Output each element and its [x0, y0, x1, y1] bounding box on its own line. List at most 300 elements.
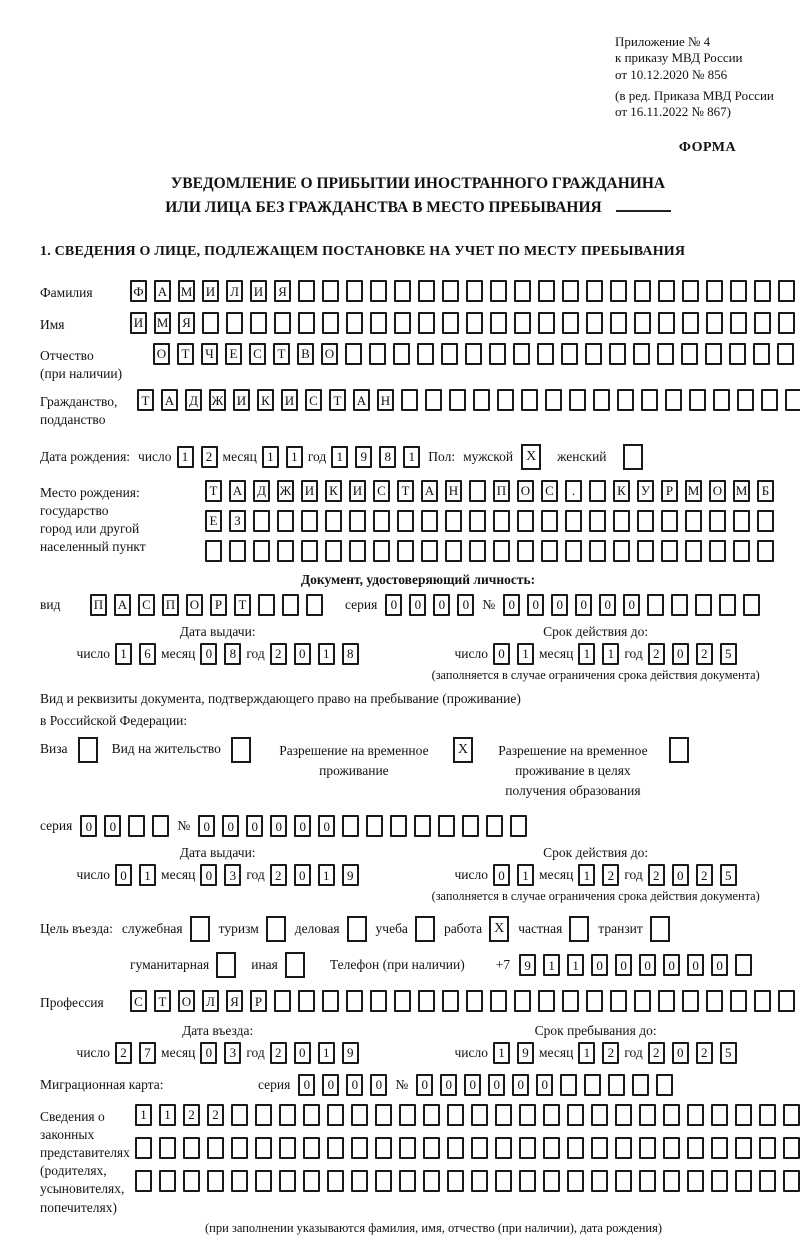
char-cell[interactable]: 1 — [543, 954, 560, 976]
char-cell[interactable] — [754, 280, 771, 302]
char-cell[interactable] — [709, 510, 726, 532]
char-cell[interactable]: К — [325, 480, 342, 502]
char-cell[interactable] — [349, 510, 366, 532]
char-cell[interactable]: 0 — [493, 643, 510, 665]
char-cell[interactable] — [615, 1137, 632, 1159]
char-cell[interactable] — [735, 1104, 752, 1126]
char-cell[interactable] — [689, 389, 706, 411]
char-cell[interactable] — [349, 540, 366, 562]
char-cell[interactable]: 2 — [207, 1104, 224, 1126]
char-cell[interactable] — [783, 1170, 800, 1192]
char-cell[interactable]: 2 — [696, 1042, 713, 1064]
char-cell[interactable] — [322, 280, 339, 302]
char-cell[interactable] — [541, 510, 558, 532]
char-cell[interactable]: 0 — [457, 594, 474, 616]
entry-day-cells[interactable] — [115, 1042, 156, 1064]
char-cell[interactable]: 9 — [519, 954, 536, 976]
char-cell[interactable]: Р — [250, 990, 267, 1012]
char-cell[interactable]: Н — [445, 480, 462, 502]
char-cell[interactable] — [351, 1170, 368, 1192]
char-cell[interactable]: П — [493, 480, 510, 502]
char-cell[interactable] — [325, 510, 342, 532]
birthplace-cells-row3[interactable] — [205, 540, 774, 562]
char-cell[interactable] — [584, 1074, 601, 1096]
char-cell[interactable] — [685, 540, 702, 562]
char-cell[interactable]: А — [114, 594, 131, 616]
char-cell[interactable] — [537, 343, 554, 365]
char-cell[interactable]: Б — [757, 480, 774, 502]
identity-doc-seriya-cells[interactable] — [385, 594, 474, 616]
char-cell[interactable] — [514, 280, 531, 302]
char-cell[interactable]: 0 — [200, 864, 217, 886]
char-cell[interactable]: 0 — [464, 1074, 481, 1096]
char-cell[interactable] — [639, 1104, 656, 1126]
identity-valid-month-cells[interactable] — [578, 643, 619, 665]
patronymic-cells[interactable] — [153, 343, 794, 365]
char-cell[interactable]: 1 — [331, 446, 348, 468]
char-cell[interactable] — [393, 343, 410, 365]
char-cell[interactable] — [490, 990, 507, 1012]
char-cell[interactable]: 8 — [379, 446, 396, 468]
char-cell[interactable]: 0 — [222, 815, 239, 837]
char-cell[interactable]: 1 — [139, 864, 156, 886]
identity-issue-day-cells[interactable] — [115, 643, 156, 665]
char-cell[interactable] — [342, 815, 359, 837]
identity-doc-number-cells[interactable] — [503, 594, 760, 616]
char-cell[interactable]: . — [565, 480, 582, 502]
char-cell[interactable] — [682, 990, 699, 1012]
birthplace-cells-row2[interactable] — [205, 510, 774, 532]
migration-card-number-cells[interactable] — [416, 1074, 673, 1096]
char-cell[interactable] — [370, 280, 387, 302]
char-cell[interactable] — [663, 1104, 680, 1126]
char-cell[interactable] — [591, 1170, 608, 1192]
char-cell[interactable] — [543, 1104, 560, 1126]
char-cell[interactable] — [466, 990, 483, 1012]
profession-cells[interactable] — [130, 990, 795, 1012]
char-cell[interactable] — [538, 280, 555, 302]
stay-year-cells[interactable] — [648, 1042, 737, 1064]
char-cell[interactable] — [634, 990, 651, 1012]
char-cell[interactable]: С — [541, 480, 558, 502]
char-cell[interactable] — [373, 540, 390, 562]
char-cell[interactable] — [687, 1170, 704, 1192]
char-cell[interactable] — [473, 389, 490, 411]
char-cell[interactable] — [346, 312, 363, 334]
char-cell[interactable]: Я — [274, 280, 291, 302]
char-cell[interactable]: 1 — [578, 1042, 595, 1064]
char-cell[interactable]: 0 — [385, 594, 402, 616]
char-cell[interactable] — [466, 312, 483, 334]
char-cell[interactable]: 5 — [720, 864, 737, 886]
identity-issue-year-cells[interactable] — [270, 643, 359, 665]
char-cell[interactable] — [253, 510, 270, 532]
char-cell[interactable] — [497, 389, 514, 411]
birthplace-cells-row1[interactable] — [205, 480, 774, 502]
char-cell[interactable] — [441, 343, 458, 365]
char-cell[interactable] — [729, 343, 746, 365]
char-cell[interactable]: 0 — [294, 864, 311, 886]
char-cell[interactable]: 0 — [104, 815, 121, 837]
char-cell[interactable]: 0 — [115, 864, 132, 886]
residence-valid-year-cells[interactable] — [648, 864, 737, 886]
char-cell[interactable] — [465, 343, 482, 365]
char-cell[interactable]: А — [421, 480, 438, 502]
char-cell[interactable]: Ж — [277, 480, 294, 502]
char-cell[interactable] — [445, 540, 462, 562]
char-cell[interactable] — [634, 312, 651, 334]
char-cell[interactable]: 0 — [493, 864, 510, 886]
char-cell[interactable] — [754, 990, 771, 1012]
char-cell[interactable] — [306, 594, 323, 616]
char-cell[interactable] — [346, 990, 363, 1012]
char-cell[interactable] — [346, 280, 363, 302]
char-cell[interactable]: 0 — [440, 1074, 457, 1096]
char-cell[interactable] — [658, 312, 675, 334]
char-cell[interactable]: 0 — [687, 954, 704, 976]
char-cell[interactable]: 0 — [416, 1074, 433, 1096]
char-cell[interactable] — [777, 343, 794, 365]
char-cell[interactable]: Т — [234, 594, 251, 616]
char-cell[interactable] — [495, 1137, 512, 1159]
char-cell[interactable]: Я — [178, 312, 195, 334]
char-cell[interactable] — [301, 510, 318, 532]
char-cell[interactable] — [514, 312, 531, 334]
char-cell[interactable]: 5 — [720, 643, 737, 665]
char-cell[interactable]: Д — [185, 389, 202, 411]
char-cell[interactable] — [733, 540, 750, 562]
char-cell[interactable] — [253, 540, 270, 562]
char-cell[interactable]: 0 — [672, 1042, 689, 1064]
char-cell[interactable]: 0 — [639, 954, 656, 976]
char-cell[interactable] — [423, 1137, 440, 1159]
char-cell[interactable] — [613, 540, 630, 562]
char-cell[interactable] — [370, 312, 387, 334]
char-cell[interactable] — [442, 312, 459, 334]
char-cell[interactable] — [661, 510, 678, 532]
char-cell[interactable]: 0 — [672, 864, 689, 886]
char-cell[interactable]: 2 — [602, 1042, 619, 1064]
char-cell[interactable]: 1 — [286, 446, 303, 468]
char-cell[interactable] — [560, 1074, 577, 1096]
char-cell[interactable] — [513, 343, 530, 365]
char-cell[interactable]: 2 — [270, 1042, 287, 1064]
char-cell[interactable]: 8 — [342, 643, 359, 665]
char-cell[interactable]: 0 — [294, 643, 311, 665]
char-cell[interactable]: 0 — [433, 594, 450, 616]
char-cell[interactable]: Л — [202, 990, 219, 1012]
char-cell[interactable]: 5 — [720, 1042, 737, 1064]
char-cell[interactable]: Д — [253, 480, 270, 502]
char-cell[interactable]: О — [178, 990, 195, 1012]
char-cell[interactable] — [425, 389, 442, 411]
char-cell[interactable] — [183, 1170, 200, 1192]
char-cell[interactable]: 2 — [602, 864, 619, 886]
char-cell[interactable] — [778, 280, 795, 302]
char-cell[interactable] — [418, 312, 435, 334]
char-cell[interactable]: И — [202, 280, 219, 302]
residence-doc-seriya-cells[interactable] — [80, 815, 169, 837]
char-cell[interactable] — [757, 510, 774, 532]
char-cell[interactable] — [681, 343, 698, 365]
char-cell[interactable] — [207, 1170, 224, 1192]
char-cell[interactable] — [490, 312, 507, 334]
char-cell[interactable] — [351, 1104, 368, 1126]
char-cell[interactable]: 0 — [294, 815, 311, 837]
char-cell[interactable]: 0 — [200, 1042, 217, 1064]
char-cell[interactable] — [447, 1170, 464, 1192]
char-cell[interactable] — [637, 540, 654, 562]
char-cell[interactable]: 2 — [696, 864, 713, 886]
char-cell[interactable] — [394, 280, 411, 302]
char-cell[interactable] — [613, 510, 630, 532]
sex-male-checkbox[interactable]: X — [521, 444, 541, 470]
residence-valid-day-cells[interactable] — [493, 864, 534, 886]
char-cell[interactable]: 3 — [224, 864, 241, 886]
char-cell[interactable] — [589, 480, 606, 502]
char-cell[interactable]: И — [130, 312, 147, 334]
char-cell[interactable] — [663, 1170, 680, 1192]
purpose-tourism-checkbox[interactable] — [266, 916, 286, 942]
char-cell[interactable]: 2 — [696, 643, 713, 665]
char-cell[interactable] — [250, 312, 267, 334]
char-cell[interactable] — [202, 312, 219, 334]
char-cell[interactable] — [733, 510, 750, 532]
char-cell[interactable]: 1 — [318, 864, 335, 886]
char-cell[interactable] — [695, 594, 712, 616]
stay-day-cells[interactable] — [493, 1042, 534, 1064]
char-cell[interactable]: 0 — [246, 815, 263, 837]
char-cell[interactable] — [711, 1170, 728, 1192]
birthdate-month-cells[interactable] — [262, 446, 303, 468]
purpose-study-checkbox[interactable] — [415, 916, 435, 942]
char-cell[interactable] — [682, 280, 699, 302]
char-cell[interactable] — [303, 1137, 320, 1159]
char-cell[interactable] — [538, 990, 555, 1012]
char-cell[interactable] — [637, 510, 654, 532]
char-cell[interactable] — [735, 954, 752, 976]
char-cell[interactable] — [325, 540, 342, 562]
identity-doc-kind-cells[interactable] — [90, 594, 323, 616]
char-cell[interactable] — [759, 1170, 776, 1192]
char-cell[interactable] — [565, 510, 582, 532]
char-cell[interactable] — [617, 389, 634, 411]
residence-valid-month-cells[interactable] — [578, 864, 619, 886]
char-cell[interactable] — [255, 1104, 272, 1126]
char-cell[interactable] — [205, 540, 222, 562]
char-cell[interactable]: 1 — [493, 1042, 510, 1064]
char-cell[interactable] — [390, 815, 407, 837]
char-cell[interactable]: 0 — [270, 815, 287, 837]
char-cell[interactable]: М — [685, 480, 702, 502]
char-cell[interactable] — [586, 280, 603, 302]
char-cell[interactable]: 1 — [318, 643, 335, 665]
char-cell[interactable] — [397, 540, 414, 562]
char-cell[interactable] — [569, 389, 586, 411]
char-cell[interactable]: 1 — [578, 864, 595, 886]
char-cell[interactable] — [231, 1104, 248, 1126]
char-cell[interactable] — [778, 990, 795, 1012]
char-cell[interactable]: К — [613, 480, 630, 502]
identity-valid-day-cells[interactable] — [493, 643, 534, 665]
char-cell[interactable] — [609, 343, 626, 365]
char-cell[interactable] — [730, 280, 747, 302]
char-cell[interactable] — [135, 1170, 152, 1192]
char-cell[interactable] — [152, 815, 169, 837]
char-cell[interactable] — [735, 1170, 752, 1192]
char-cell[interactable]: М — [154, 312, 171, 334]
char-cell[interactable] — [567, 1170, 584, 1192]
char-cell[interactable] — [687, 1104, 704, 1126]
char-cell[interactable]: Я — [226, 990, 243, 1012]
char-cell[interactable]: 0 — [575, 594, 592, 616]
char-cell[interactable]: 7 — [139, 1042, 156, 1064]
char-cell[interactable] — [706, 280, 723, 302]
char-cell[interactable] — [615, 1170, 632, 1192]
char-cell[interactable] — [610, 990, 627, 1012]
char-cell[interactable]: Т — [205, 480, 222, 502]
representatives-cells-row1[interactable] — [135, 1104, 800, 1126]
char-cell[interactable]: 6 — [139, 643, 156, 665]
char-cell[interactable] — [562, 312, 579, 334]
char-cell[interactable] — [783, 1104, 800, 1126]
char-cell[interactable]: С — [249, 343, 266, 365]
char-cell[interactable]: 0 — [322, 1074, 339, 1096]
char-cell[interactable] — [538, 312, 555, 334]
char-cell[interactable] — [375, 1170, 392, 1192]
char-cell[interactable] — [471, 1170, 488, 1192]
char-cell[interactable]: Т — [397, 480, 414, 502]
surname-cells[interactable] — [130, 280, 795, 302]
char-cell[interactable] — [754, 312, 771, 334]
residence-issue-month-cells[interactable] — [200, 864, 241, 886]
char-cell[interactable]: 0 — [551, 594, 568, 616]
char-cell[interactable]: А — [154, 280, 171, 302]
temp-residence-education-checkbox[interactable] — [669, 737, 689, 763]
char-cell[interactable]: 0 — [512, 1074, 529, 1096]
char-cell[interactable] — [462, 815, 479, 837]
char-cell[interactable] — [719, 594, 736, 616]
char-cell[interactable] — [495, 1170, 512, 1192]
char-cell[interactable]: 2 — [648, 864, 665, 886]
char-cell[interactable]: 0 — [536, 1074, 553, 1096]
char-cell[interactable] — [685, 510, 702, 532]
char-cell[interactable] — [682, 312, 699, 334]
char-cell[interactable] — [521, 389, 538, 411]
char-cell[interactable]: С — [130, 990, 147, 1012]
char-cell[interactable] — [418, 280, 435, 302]
char-cell[interactable] — [665, 389, 682, 411]
char-cell[interactable] — [519, 1104, 536, 1126]
char-cell[interactable] — [327, 1104, 344, 1126]
char-cell[interactable]: И — [250, 280, 267, 302]
char-cell[interactable]: 1 — [318, 1042, 335, 1064]
citizenship-cells[interactable] — [137, 389, 800, 411]
char-cell[interactable] — [632, 1074, 649, 1096]
char-cell[interactable]: 0 — [527, 594, 544, 616]
char-cell[interactable] — [298, 312, 315, 334]
char-cell[interactable] — [783, 1137, 800, 1159]
char-cell[interactable]: 2 — [648, 643, 665, 665]
stay-month-cells[interactable] — [578, 1042, 619, 1064]
char-cell[interactable]: В — [297, 343, 314, 365]
char-cell[interactable] — [417, 343, 434, 365]
representatives-cells-row3[interactable] — [135, 1170, 800, 1192]
char-cell[interactable] — [737, 389, 754, 411]
char-cell[interactable] — [543, 1170, 560, 1192]
char-cell[interactable] — [591, 1137, 608, 1159]
char-cell[interactable] — [743, 594, 760, 616]
char-cell[interactable] — [399, 1104, 416, 1126]
visa-checkbox[interactable] — [78, 737, 98, 763]
char-cell[interactable] — [543, 1137, 560, 1159]
char-cell[interactable]: Р — [661, 480, 678, 502]
char-cell[interactable] — [778, 312, 795, 334]
char-cell[interactable]: П — [90, 594, 107, 616]
char-cell[interactable] — [255, 1137, 272, 1159]
char-cell[interactable] — [610, 280, 627, 302]
char-cell[interactable]: 0 — [663, 954, 680, 976]
char-cell[interactable] — [586, 312, 603, 334]
char-cell[interactable] — [785, 389, 800, 411]
char-cell[interactable] — [399, 1137, 416, 1159]
char-cell[interactable] — [231, 1170, 248, 1192]
char-cell[interactable]: 0 — [409, 594, 426, 616]
char-cell[interactable]: Л — [226, 280, 243, 302]
char-cell[interactable]: О — [321, 343, 338, 365]
char-cell[interactable] — [401, 389, 418, 411]
char-cell[interactable] — [274, 990, 291, 1012]
char-cell[interactable] — [128, 815, 145, 837]
char-cell[interactable] — [369, 343, 386, 365]
char-cell[interactable]: И — [233, 389, 250, 411]
char-cell[interactable] — [562, 280, 579, 302]
char-cell[interactable]: 1 — [262, 446, 279, 468]
char-cell[interactable] — [231, 1137, 248, 1159]
char-cell[interactable]: 9 — [342, 1042, 359, 1064]
char-cell[interactable] — [561, 343, 578, 365]
char-cell[interactable]: 9 — [355, 446, 372, 468]
char-cell[interactable]: И — [301, 480, 318, 502]
char-cell[interactable]: 2 — [270, 864, 287, 886]
entry-month-cells[interactable] — [200, 1042, 241, 1064]
char-cell[interactable]: Т — [329, 389, 346, 411]
char-cell[interactable]: К — [257, 389, 274, 411]
purpose-other-checkbox[interactable] — [285, 952, 305, 978]
char-cell[interactable] — [303, 1104, 320, 1126]
char-cell[interactable]: 2 — [270, 643, 287, 665]
residence-permit-checkbox[interactable] — [231, 737, 251, 763]
char-cell[interactable] — [610, 312, 627, 334]
char-cell[interactable] — [370, 990, 387, 1012]
char-cell[interactable] — [466, 280, 483, 302]
char-cell[interactable] — [399, 1170, 416, 1192]
char-cell[interactable]: 0 — [294, 1042, 311, 1064]
char-cell[interactable] — [657, 343, 674, 365]
identity-issue-month-cells[interactable] — [200, 643, 241, 665]
char-cell[interactable] — [279, 1170, 296, 1192]
char-cell[interactable]: 0 — [200, 643, 217, 665]
char-cell[interactable] — [517, 540, 534, 562]
char-cell[interactable] — [647, 594, 664, 616]
char-cell[interactable]: 1 — [135, 1104, 152, 1126]
char-cell[interactable] — [586, 990, 603, 1012]
char-cell[interactable] — [423, 1104, 440, 1126]
char-cell[interactable] — [663, 1137, 680, 1159]
char-cell[interactable] — [735, 1137, 752, 1159]
char-cell[interactable] — [658, 280, 675, 302]
residence-issue-year-cells[interactable] — [270, 864, 359, 886]
